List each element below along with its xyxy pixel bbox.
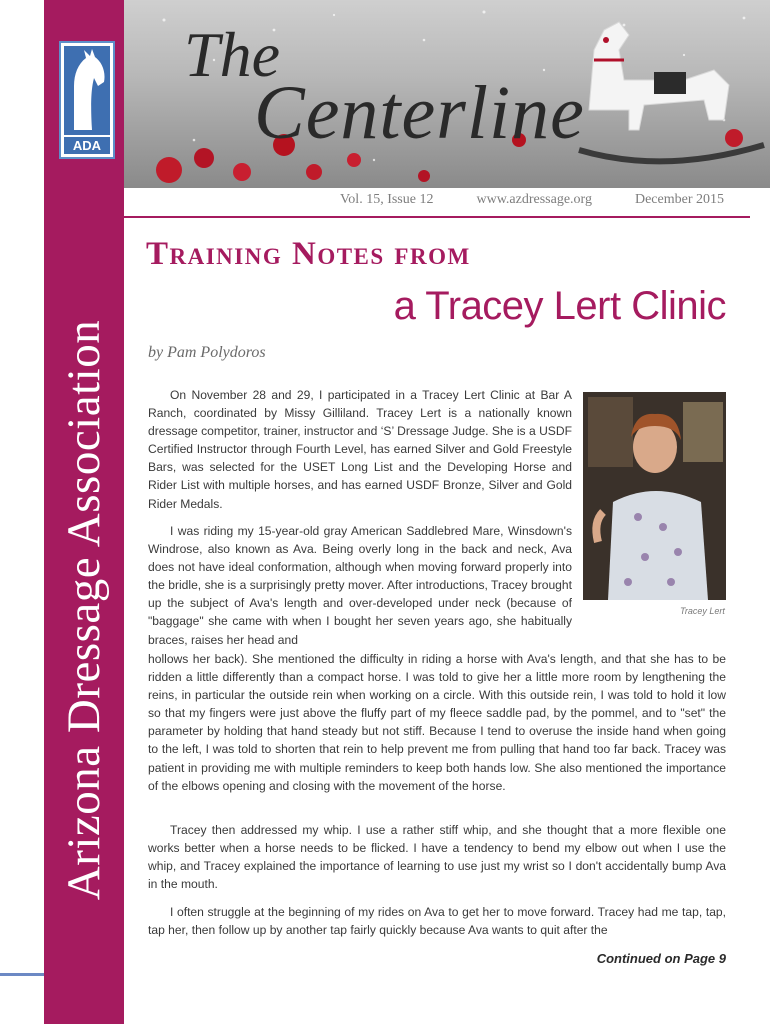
- headline-line2: a Tracey Lert Clinic: [393, 284, 726, 328]
- divider: [124, 216, 750, 218]
- corner-accent: [0, 973, 44, 976]
- paragraph-2-continued: hollows her back). She mentioned the difficulty in riding a horse with Ava's length, and that she has to be ridden a little differently than a compact horse. I was told to give her a little more room by lengthening the reins, in particular the outside rein when working on a circle. With this outside rein, I was told to hold it low so that my fingers were just above the fluffy part of my fleece saddle pad, by the pommel, and to "set" the parameter by holding that hand steady but not stiff. Because I tend to overuse the inside hand when going to the left, I was told to shorten that rein to help prevent me from pulling that hand too far back. Tracey was patient in providing me with multiple reminders to keep both hands low. She also mentioned the importance of the elbows opening and closing with the movement of the horse.: [148, 652, 726, 793]
- continued-link[interactable]: Continued on Page 9: [596, 951, 726, 966]
- paragraph-3: Tracey then addressed my whip. I use a rather stiff whip, and she thought that a more flexible one works better when a horse needs to be flicked. I have a tendency to bend my elbow out when I use the whip, and Tracey explained the importance of learning to use just my wrist so I don't accidentally bump Ava in the mouth.: [148, 823, 726, 892]
- website-link[interactable]: www.azdressage.org: [476, 192, 592, 207]
- horse-icon: [64, 46, 110, 135]
- issue-date: December 2015: [634, 192, 724, 207]
- author-photo: [583, 392, 726, 600]
- issue-number: Vol. 15, Issue 12: [340, 192, 434, 207]
- paragraph-2-start: I was riding my 15-year-old gray American Saddlebred Mare, Winsdown's Windrose, also known as Ava. Being overly long in the back and neck, Ava does not have ideal conformation, although when moving forward properly into the bridle, she is a surprisingly pretty mover. After introductions, Tracey brought up the subject of Ava's length and over-developed under neck (because of "baggage" she came with when I bought her seven years ago, she habitually braces, raises her head and: [148, 524, 572, 647]
- masthead-banner: [124, 0, 770, 188]
- photo-caption: Tracey Lert: [680, 606, 725, 616]
- logo-text: ADA: [64, 137, 110, 154]
- ada-logo: [59, 41, 115, 159]
- paragraph-4: I often struggle at the beginning of my rides on Ava to get her to move forward. Tracey had me tap, tap, tap her, then follow up by another tap fairly quickly because Ava wants to quit after the: [148, 905, 726, 938]
- banner-title-the: The: [184, 19, 280, 90]
- masthead-info: [340, 192, 724, 208]
- banner-title: Centerline: [254, 71, 585, 155]
- paragraph-1: On November 28 and 29, I participated in a Tracey Lert Clinic at Bar A Ranch, coordinated by Missy Gilliland. Tracey Lert is a nationally known dressage competitor, trainer, instructor and ‘S’ Dressage Judge. She is a USDF Certified Instructor through Fourth Level, has earned Silver and Gold Freestyle Bars, was selected for the USET Long List and the Developing Horse and Rider List with multiple horses, and has earned USDF Bronze, Silver and Gold Rider Medals.: [148, 388, 572, 511]
- byline: by Pam Polydoros: [148, 344, 266, 361]
- headline-line1: Training Notes from: [146, 236, 471, 272]
- sidebar-title: Arizona Dressage Association: [58, 319, 110, 901]
